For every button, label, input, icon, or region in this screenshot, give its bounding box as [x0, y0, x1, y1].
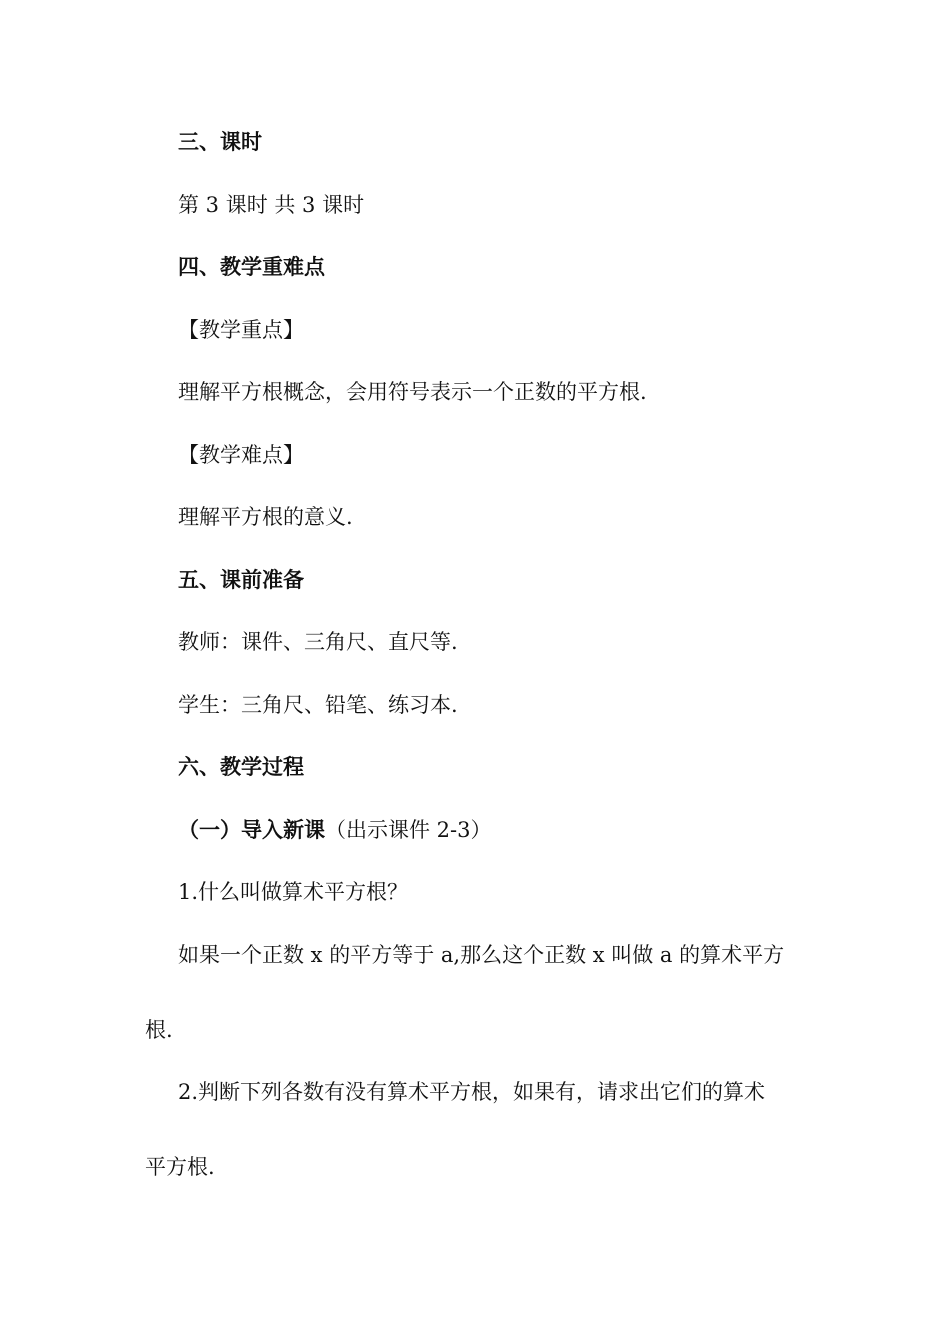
- section-heading-lesson-count: 三、课时: [178, 130, 262, 154]
- answer-1-line-2: 根.: [145, 1018, 173, 1042]
- student-preparation: 学生：三角尺、铅笔、练习本.: [178, 693, 458, 717]
- section-heading-process: 六、教学过程: [178, 755, 304, 779]
- question-1: 1.什么叫做算术平方根？: [178, 880, 409, 904]
- answer-1-line-1: 如果一个正数 x 的平方等于 a,那么这个正数 x 叫做 a 的算术平方: [178, 943, 785, 967]
- question-2-line-1: 2.判断下列各数有没有算术平方根，如果有，请求出它们的算术: [178, 1080, 766, 1104]
- section-heading-key-points: 四、教学重难点: [178, 255, 325, 279]
- intro-subheading-title: （一）导入新课: [178, 818, 325, 842]
- key-point-text: 理解平方根概念，会用符号表示一个正数的平方根.: [178, 380, 647, 404]
- teacher-preparation: 教师：课件、三角尺、直尺等.: [178, 630, 458, 654]
- intro-subheading: [178, 816, 492, 844]
- question-2-line-2: 平方根.: [145, 1155, 215, 1179]
- intro-subheading-note: （出示课件 2-3）: [325, 818, 492, 842]
- key-point-label: 【教学重点】: [178, 318, 304, 342]
- section-heading-preparation: 五、课前准备: [178, 568, 304, 592]
- lesson-count-text: 第 3 课时 共 3 课时: [178, 193, 365, 217]
- difficulty-label: 【教学难点】: [178, 443, 304, 467]
- difficulty-text: 理解平方根的意义.: [178, 505, 353, 529]
